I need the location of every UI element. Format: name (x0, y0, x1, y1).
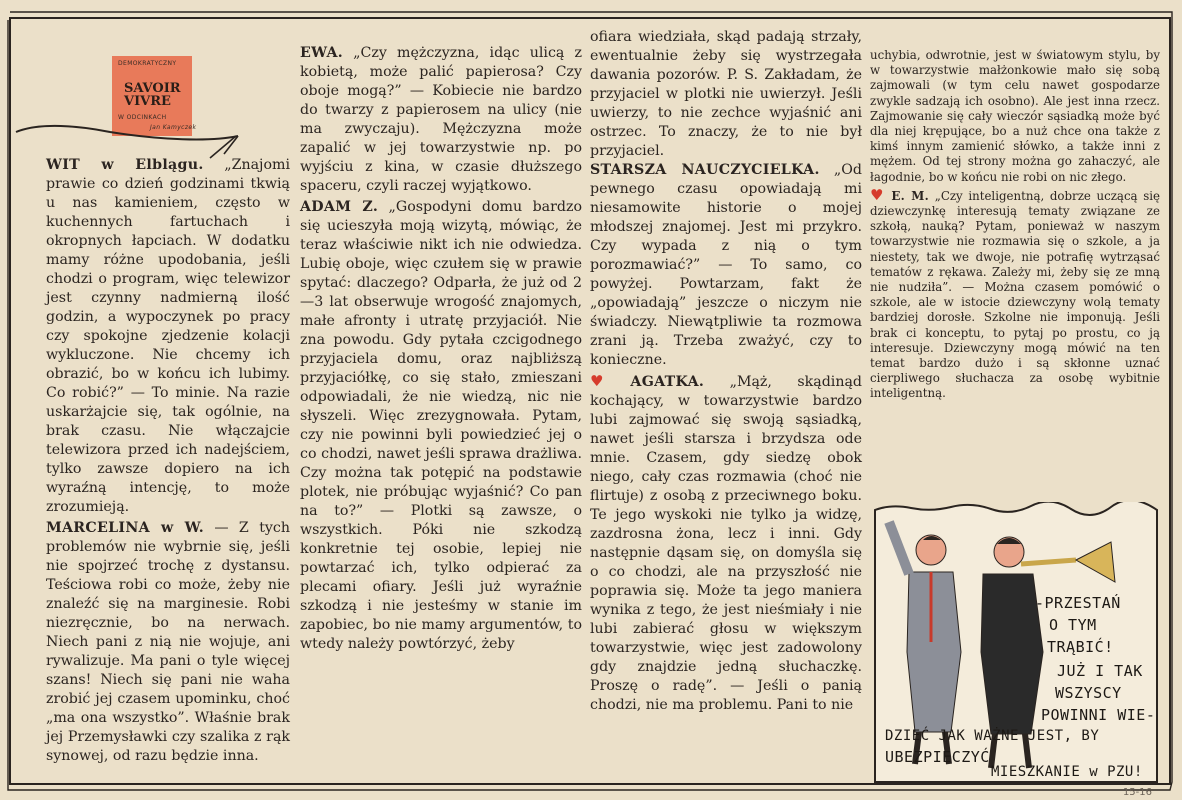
letter-author: EWA. (300, 45, 343, 61)
letter-author: E. M. (891, 188, 930, 203)
caption-line-2: O TYM (1049, 616, 1097, 634)
column-3 (590, 28, 862, 715)
caption-line-6: POWINNI WIE- (1041, 706, 1156, 724)
letter-nauczycielka (590, 161, 862, 370)
cartoon-illustration (871, 502, 1161, 787)
letter-text: „Czy mężczyzna, idąc ulicą z kobietą, może palić papierosa? Czy oboje mogą?” — Kobiecie nie bardzo do twarzy z papierosem na ulicy (nie ma zwyczaju). Mężczyzna może zapalić w jej towarzystwie np. po wyjściu z kina, w czasie dłuższego spaceru, czyli raczej wyjątkowo. (300, 45, 582, 194)
page-number: 15-16 (1122, 787, 1152, 798)
column-2 (300, 44, 582, 654)
caption-line-4: JUŻ I TAK (1057, 662, 1143, 680)
continued-text: ofiara wiedziała, skąd padają strzały, ewentualnie żeby się wystrzegała dawania pozorów. P. S. Zakładam, że przyjaciel w plotki nie uwierzył. Jeśli uwierzy, to nie zechce wyjaśnić ani ostrzec. To znaczy, że to nie był przyjaciel. (590, 29, 862, 159)
letter-text: „Gospodyni domu bardzo się ucieszyła moją wizytą, mówiąc, że teraz właściwie nikt ich nie odwiedza. Lubię oboje, więc czułem się w prawie spytać: dlaczego? Odparła, że już od 2—3 lat obserwuje wrogość znajomych, małe afronty i utratę przyjaciół. Nie zna powodu. Gdy pytała czcigodnego przyjaciela domu, oraz najbliższą przyjaciółkę, co się stało, zmieszani odpowiadali, że nie wiedzą, nic nie słyszeli. Więc zrezygnowała. Pytam, czy nie powinni byli powiedzieć jej o co chodzi, nawet jeśli sprawa drażliwa. Czy można tak potępić na podstawie plotek, nie próbując wyjaśnić? Co pan na to?” — Plotki są zawsze, o wszystkich. Póki nie szkodzą konkretnie tej osobie, lepiej nie powtarzać ich, tylko odpierać za plecami ofiary. Jeśli już wyraźnie szkodzą i nie jesteśmy w stanie im zapobiec, bo nie mamy argumentów, to wtedy należy powtórzyć, żeby (300, 199, 582, 652)
caption-line-9: MIESZKANIE w PZU! (991, 764, 1143, 780)
letter-author: MARCELINA w W. (46, 520, 204, 536)
logo-line-2: Jan Kamyczek (150, 124, 197, 131)
continued-text: uchybia, odwrotnie, jest w światowym stylu, by w towarzystwie małżonkowie mało się sobą zajmowali (w tym celu nawet gospodarze zwykle sadzają ich osobno). Ale jest inna rzecz. Zajmowanie się cały wieczór sąsiadką może być dla niej krępujące, bo a nuż chce ona także z kimś innym zamienić słówko, a także inni z mężem. Od tej strony można go zahaczyć, ale łagodnie, bo w końcu nie robi on nic złego. (870, 48, 1160, 184)
logo-title-1: SAVOIR (124, 81, 181, 96)
heart-icon: ♥ (590, 372, 625, 390)
letter-author: AGATKA. (630, 374, 705, 390)
caption-line-1: -PRZESTAŃ (1035, 594, 1121, 612)
caption-line-5: WSZYSCY (1055, 684, 1122, 702)
caption-line-8: UBEZPIECZYĆ (885, 748, 990, 766)
caption-line-7: DZIEĆ JAK WAŻNE JEST, BY (885, 728, 1100, 744)
letter-text: „Od pewnego czasu opowiadają mi niesamowite historie o mojej młodszej znajomej. Jest mi przykro. Czy wypada z nią o tym porozmawiać?” — To samo, co powyżej. Powtarzam, fakt że „opowiadają” jeszcze o niczym nie świadczy. Niewątpliwie ta rozmowa zrani ją. Trzeba zważyć, czy to konieczne. (590, 162, 862, 368)
logo-top-text: DEMOKRATYCZNY (118, 60, 177, 67)
heart-icon: ♥ (870, 185, 886, 204)
letter-author: WIT w Elblągu. (46, 157, 204, 173)
letter-wit (46, 156, 290, 517)
letter-author: ADAM Z. (300, 199, 379, 215)
letter-adam (300, 198, 582, 654)
letter-text: „Czy inteligentną, dobrze uczącą się dziewczynkę interesują tematy związane ze szkołą, nauką? Pytam, ponieważ w naszym towarzystwie nie rozmawia się o szkole, a ja niestety, tak we dwoje, nie potrafię wytrząsać tematów z rękawa. Zależy mi, żeby się ze mną nie nudziła”. — Można czasem pomówić o szkole, ale w istocie dziewczyny wolą tematy bardziej dorosłe. Szkolne nie imponują. Jeśli brak ci konceptu, to pytaj po prostu, co ją interesuje. Dziewczyny mogą mówić na ten temat bardzo dużo i są skłonne uznać cierpliwego słuchacza za osobę wybitnie inteligentną. (870, 188, 1161, 401)
letter-em (870, 185, 1161, 402)
logo-line-1: W ODCINKACH (118, 114, 167, 121)
letter-text: „Mąż, skądinąd kochający, w towarzystwie bardzo lubi zajmować się swoją sąsiadką, nawet jeśli starsza i brzydsza ode mnie. Czasem, gdy siedzę obok niego, cały czas rozmawia (choć nie flirtuje) z osobą z przeciwnego boku. Te jego wyskoki nie tylko ja widzę, zazdrosna żona, lecz i inni. Gdy następnie dąsam się, on domyśla się o co chodzi, ale na przyszłość nie poprawia się. Może ta jego maniera wynika z tego, że jest nieśmiały i nie lubi zabierać głosu w większym towarzystwie, więc jest zadowolony gdy znajdzie jedną słuchaczkę. Proszę o radę”. — Jeśli o panią chodzi, nie ma problemu. Pani to nie (590, 374, 863, 713)
letter-text: — Z tych problemów nie wybrnie się, jeśli nie spojrzeć trochę z dystansu. Teściowa robi co może, żeby nie znaleźć się na marginesie. Robi niezręcznie, bo na nerwach. Niech pani z nią nie wojuje, ani rywalizuje. Ma pani o tyle więcej szans! Niech się pani nie waha zrobić jej czasem upominku, choć „ma ona wszystko”. Właśnie brak jej Przemysławki czy szalika z rąk synowej, od razu będzie inna. (46, 520, 290, 764)
column-4 (870, 48, 1160, 402)
letter-agatka (590, 372, 862, 715)
ribbon-swirl-icon (10, 92, 240, 162)
column-1 (46, 156, 290, 766)
letter-author: STARSZA NAUCZYCIELKA. (590, 162, 820, 178)
letter-text: „Znajomi prawie co dzień godzinami tkwią u nas kamieniem, często w kuchennych fartuchach i okropnych łapciach. W dodatku mamy różne upodobania, jeśli chodzi o program, więc telewizor jest czynny nadmierną ilość godzin, a wypoczynek po pracy czy spokojne zjedzenie kolacji wykluczone. Nie chcemy ich obrazić, bo w końcu ich lubimy. Co robić?” — To minie. Na razie uskarżajcie się, tak ogólnie, na brak czasu. Nie włączajcie telewizora przed ich nadejściem, tylko zawsze dopiero na ich wyraźną intencję, to może zrozumieją. (46, 157, 290, 515)
logo-title-2: VIVRE (124, 94, 171, 109)
caption-line-3: TRĄBIĆ! (1047, 638, 1114, 656)
letter-marcelina (46, 519, 290, 766)
pzu-cartoon-ad (871, 502, 1161, 787)
letter-ewa (300, 44, 582, 196)
